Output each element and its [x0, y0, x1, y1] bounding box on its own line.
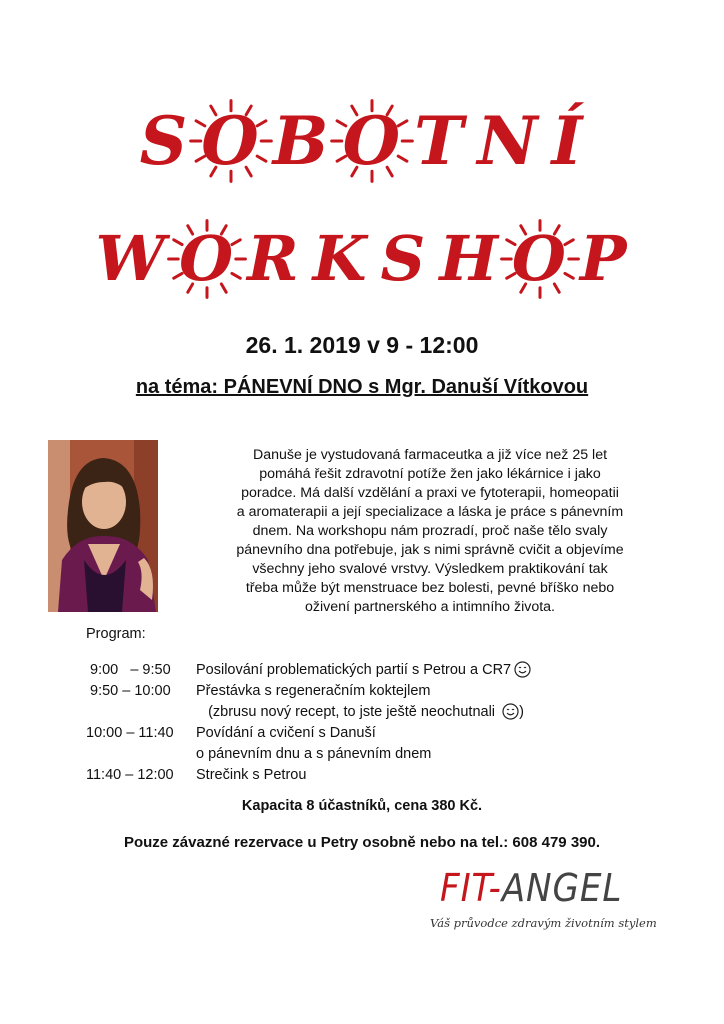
- title-letter-text: B: [272, 102, 331, 180]
- schedule-text: [196, 702, 524, 723]
- logo-angel-text: ANGEL: [501, 866, 623, 910]
- logo-fit-text: FIT-: [440, 866, 502, 910]
- capacity-info: Kapacita 8 účastníků, cena 380 Kč.: [241, 798, 483, 814]
- schedule-text-body: (zbrusu nový recept, to jste ještě neochutnali: [196, 704, 500, 720]
- title-letter: [477, 102, 540, 180]
- title-letter-text: W: [95, 222, 168, 295]
- schedule-time: 9:50 – 10:00: [86, 683, 171, 699]
- title-letter: [380, 222, 428, 295]
- title-letter: [312, 222, 369, 295]
- title-letter-text: K: [312, 222, 369, 295]
- title-letter-text: O: [511, 222, 568, 295]
- schedule-text-suffix: ): [519, 704, 524, 720]
- event-topic: na téma: PÁNEVNÍ DNO s Mgr. Danuší Vítkovou: [135, 376, 589, 398]
- title-letter: [439, 222, 500, 295]
- bio-line: poradce. Má další vzdělání a praxi ve fytoterapii, homeopatii: [241, 485, 619, 501]
- smiley-icon: [514, 661, 531, 678]
- title-letter-text: O: [179, 222, 236, 295]
- speaker-bio: [170, 446, 690, 617]
- title-letter-text: O: [342, 102, 403, 180]
- title-letter: [247, 222, 301, 295]
- title-letter-text: O: [201, 102, 261, 180]
- title-letter-text: S: [139, 102, 190, 180]
- title-letter: [272, 102, 331, 180]
- schedule-text: [196, 660, 531, 681]
- program-label: Program:: [86, 626, 146, 642]
- bio-line: Danuše je vystudovaná farmaceutka a již více než 25 let: [252, 447, 608, 463]
- schedule-time: 10:00 – 11:40: [86, 725, 174, 741]
- smiley-icon: [502, 703, 519, 720]
- schedule-text-body: Posilování problematických partií s Petrou a CR7: [196, 662, 512, 678]
- title-letter-text: R: [247, 222, 301, 295]
- logo-tagline: Váš průvodce zdravým životním stylem: [430, 916, 657, 930]
- bio-line: dnem. Na workshopu nám prozradí, proč naše tělo svaly: [252, 523, 608, 539]
- title-letter-text: N: [477, 102, 540, 180]
- title-letter: [342, 102, 403, 180]
- schedule-text: [196, 723, 376, 744]
- schedule-text: [196, 765, 306, 786]
- title-letter: [201, 102, 261, 180]
- schedule-text-body: Povídání a cvičení s Danuší: [196, 725, 376, 741]
- title-letter: [139, 102, 190, 180]
- title-letter: [414, 102, 466, 180]
- schedule-time: 9:00 – 9:50: [86, 662, 171, 678]
- title-letter: [551, 102, 585, 180]
- schedule-text: [196, 744, 431, 765]
- schedule-time: 11:40 – 12:00: [86, 767, 174, 783]
- event-date: 26. 1. 2019 v 9 - 12:00: [245, 332, 479, 358]
- schedule-text: [196, 681, 431, 702]
- schedule-text-body: o pánevním dnu a s pánevním dnem: [196, 746, 432, 762]
- schedule-text-body: Strečink s Petrou: [196, 767, 307, 783]
- title-letter-text: Í: [551, 102, 585, 180]
- title-line-1: [0, 102, 724, 180]
- bio-line: a aromaterapii a její specializace a láska je práce s pánevním: [236, 504, 624, 520]
- reservation-info: Pouze závazné rezervace u Petry osobně nebo na tel.: 608 479 390.: [123, 834, 601, 851]
- title-letter: [95, 222, 168, 295]
- title-letter: [179, 222, 236, 295]
- title-line-2: [0, 222, 724, 295]
- title-letter-text: P: [579, 222, 629, 295]
- title-letter-text: H: [439, 222, 500, 295]
- fit-angel-logo: [430, 866, 660, 936]
- title-letter: [579, 222, 629, 295]
- schedule-text-body: Přestávka s regeneračním koktejlem: [196, 683, 431, 699]
- title-letter-text: S: [380, 222, 428, 295]
- bio-line: všechny jeho svalové vrstvy. Výsledkem praktikování tak: [252, 561, 608, 577]
- bio-line: pánevního dna potřebuje, jak s nimi správně cvičit a objevíme: [236, 542, 624, 558]
- speaker-photo: [48, 440, 158, 612]
- bio-line: pomáhá řešit zdravotní potíže žen jako lékárnice i jako: [259, 466, 601, 482]
- title-letter-text: T: [414, 102, 466, 180]
- bio-line: oživení partnerského a intimního života.: [305, 599, 555, 615]
- title-letter: [511, 222, 568, 295]
- bio-line: třeba může být menstruace bez bolesti, pevné bříško nebo: [245, 580, 615, 596]
